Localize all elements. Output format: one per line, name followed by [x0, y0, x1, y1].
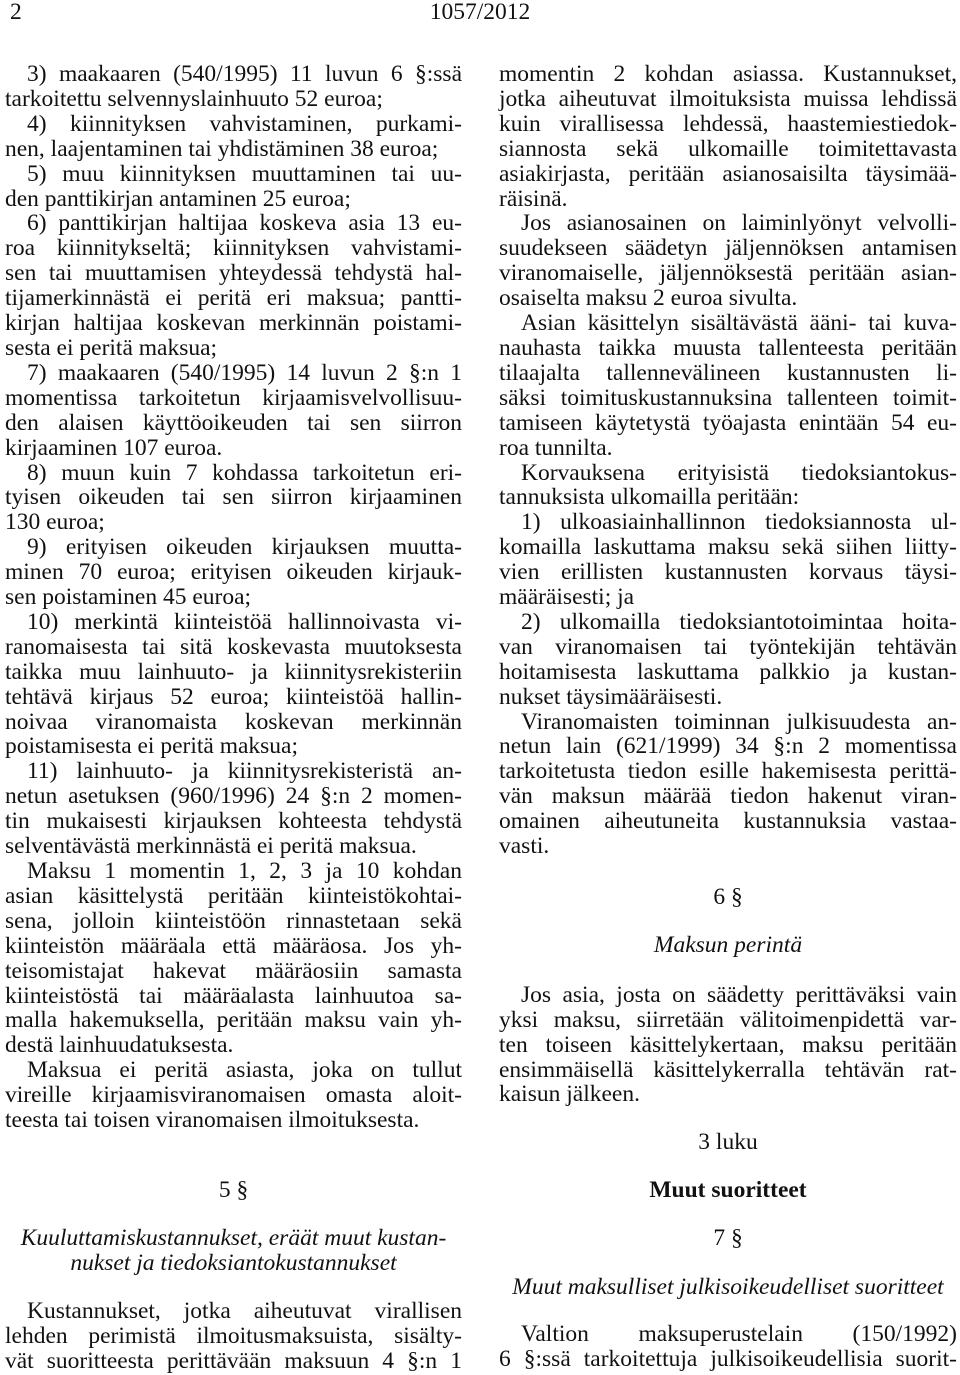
list-item-11	[5, 759, 462, 859]
list-item-4	[5, 112, 462, 162]
paragraph-continued	[499, 62, 957, 211]
text-line: tarkoitetusta tiedon esille hakemisesta perittä-	[499, 758, 957, 785]
text-line: kiinteistön määräala että määräosa. Jos yh-	[5, 932, 462, 959]
text-line: taikka muu lainhuuto- ja kiinnitysrekisteriin	[5, 658, 462, 685]
text-line: den alaisen käyttöoikeuden tai sen siirron	[5, 409, 462, 436]
text-line: 10) merkintä kiinteistöä hallinnoivasta vi-	[27, 608, 462, 635]
text-line: Korvauksena erityisistä tiedoksiantokus-	[521, 459, 957, 486]
paragraph	[5, 1299, 462, 1374]
text-line: roa kiinnitykseltä; kiinnityksen vahvistami-	[5, 235, 462, 262]
paragraph	[499, 710, 957, 859]
paragraph	[499, 983, 957, 1108]
section-number: 6 §	[713, 884, 743, 910]
text-line: räisinä.	[499, 185, 568, 212]
text-line: minen 70 euroa; erityisen oikeuden kirjauk-	[5, 559, 462, 586]
text-line: Kustannukset, jotka aiheutuvat virallisen	[27, 1297, 462, 1324]
text-line: poistamisesta ei peritä maksua;	[5, 733, 299, 760]
text-line: den panttikirjan antaminen 25 euroa;	[5, 185, 351, 212]
text-line: roa tunnilta.	[499, 434, 613, 461]
paragraph	[499, 211, 957, 311]
text-line: määräisesti; ja	[499, 584, 635, 611]
text-line: 7) maakaaren (540/1995) 14 luvun 2 §:n 1	[27, 359, 462, 386]
text-line: 6 §:ssä tarkoitettuja julkisoikeudellisia suorit-	[499, 1346, 957, 1373]
text-line: momentissa tarkoitetun kirjaamisvelvollisuu-	[5, 384, 462, 411]
text-line: 3) maakaaren (540/1995) 11 luvun 6 §:ssä	[27, 61, 462, 87]
text-line: ten toiseen käsittelykertaan, maksu peritään	[499, 1031, 957, 1058]
text-line: ensimmäisellä käsittelykerralla tehtävän rat-	[499, 1056, 957, 1083]
text-line: tamiseen käytetystä työajasta enintään 54 eu-	[499, 409, 957, 436]
text-line: vien erillisten kustannusten korvaus täysi-	[499, 559, 957, 586]
text-line: vasti.	[499, 833, 550, 860]
text-line: tehtävä kirjaus 52 euroa; kiinteistöä hallin-	[5, 683, 462, 710]
text-line: 8) muun kuin 7 kohdassa tarkoitetun eri-	[27, 459, 462, 486]
text-line: Jos asia, josta on säädetty perittäväksi vain	[521, 981, 957, 1008]
text-line: momentin 2 kohdan asiassa. Kustannukset,	[499, 61, 957, 87]
paragraph	[5, 1058, 462, 1133]
text-line: van viranomaisen tai työntekijän tehtävän	[499, 633, 957, 660]
text-line: asiakirjasta, peritään asianosaisilta täysimää-	[499, 160, 957, 187]
list-item-10	[5, 610, 462, 759]
paragraph	[499, 311, 957, 460]
text-line: tijamerkinnästä ei peritä eri maksua; pantti-	[5, 285, 462, 312]
list-item-8	[5, 461, 462, 536]
text-line: 9) erityisen oikeuden kirjauksen muutta-	[27, 534, 462, 561]
text-line: 1) ulkoasiainhallinnon tiedoksiannosta ul-	[521, 509, 957, 536]
text-line: kirjaaminen 107 euroa.	[5, 434, 223, 461]
text-line: selventävästä merkinnästä ei peritä maksua.	[5, 833, 417, 860]
section-title: Maksun perintä	[653, 931, 803, 958]
text-line: nauhasta taikka muusta tallenteesta peritään	[499, 334, 957, 361]
text-line: sen poistaminen 45 euroa;	[5, 584, 252, 611]
document-number: 1057/2012	[429, 0, 531, 25]
text-line: Maksua ei peritä asiasta, joka on tullut	[27, 1057, 462, 1084]
text-line: osaiselta maksu 2 euroa sivulta.	[499, 285, 798, 312]
section-title	[5, 1226, 462, 1276]
text-line: vireille kirjaamisviranomaisen omasta aloit-	[5, 1082, 462, 1109]
text-line: Jos asianosainen on laiminlyönyt velvolli-	[521, 210, 957, 237]
text-line: kuin virallisessa lehdessä, haastemiestiedok-	[499, 110, 957, 137]
text-line: tyisen oikeuden tai sen siirron kirjaaminen	[5, 484, 462, 511]
text-line: suudekseen säädetyn jäljennöksen antamisen	[499, 235, 957, 262]
list-item-5	[5, 162, 462, 212]
paragraph	[5, 859, 462, 1058]
list-item-2	[499, 610, 957, 710]
text-line: tin mukaisesti kirjauksen kohteesta tehdystä	[5, 808, 462, 835]
text-line: viranomaiselle, jäljennöksestä peritään asian-	[499, 260, 957, 287]
text-line: malla hakemuksella, peritään maksu vain yh-	[5, 1007, 462, 1034]
text-line: ranomaisesta tai sitä koskevasta muutoksesta	[5, 633, 462, 660]
text-line: vät suoritteesta perittävään maksuun 4 §:n 1	[5, 1347, 462, 1374]
text-line: vän maksun määrää tiedon hakenut viran-	[499, 783, 957, 810]
text-line: tannuksista ulkomailla peritään:	[499, 484, 800, 511]
text-line: 5) muu kiinnityksen muuttaminen tai uu-	[27, 160, 462, 187]
text-line: kaisun jälkeen.	[499, 1081, 640, 1108]
section-title: Muut maksulliset julkisoikeudelliset suoritteet	[512, 1273, 944, 1300]
page-number: 2	[10, 0, 22, 25]
text-line: nen, laajentaminen tai yhdistäminen 38 euroa;	[5, 135, 439, 162]
text-line: sena, jolloin kiinteistöön rinnastetaan sekä	[5, 907, 462, 934]
text-line: omainen aiheutuneita kustannuksia vastaa-	[499, 808, 957, 835]
text-line: nukset ja tiedoksiantokustannukset	[70, 1249, 397, 1276]
text-line: Asian käsittelyn sisältävästä ääni- tai kuva-	[521, 310, 957, 337]
text-line: hoitamisesta laskuttama palkkio ja kustan-	[499, 658, 957, 685]
text-line: noivaa viranomaista koskevan merkinnän	[5, 708, 462, 735]
left-column	[5, 62, 462, 1373]
text-line: tilaajalta tallennevälineen kustannusten li-	[499, 359, 957, 386]
paragraph	[499, 1322, 957, 1372]
text-line: Kuuluttamiskustannukset, eräät muut kustan-	[20, 1224, 447, 1251]
paragraph	[499, 461, 957, 511]
text-line: teisomistajat hakevat määräosiin samasta	[5, 957, 462, 984]
text-line: kiinteistöstä tai määräalasta lainhuutoa sa-	[5, 982, 462, 1009]
text-line: netun asetuksen (960/1996) 24 §:n 2 momen-	[5, 783, 462, 810]
section-number: 5 §	[218, 1176, 249, 1203]
text-line: 6) panttikirjan haltijaa koskeva asia 13 eu-	[27, 210, 462, 237]
list-item-9	[5, 535, 462, 610]
text-line: kirjan haltijaa koskevan merkinnän poistami-	[5, 310, 462, 337]
list-item-6	[5, 211, 462, 360]
text-line: lehden perimistä ilmoitusmaksuista, sisälty-	[5, 1322, 462, 1349]
text-line: Viranomaisten toiminnan julkisuudesta an-	[521, 708, 957, 735]
chapter-title: Muut suoritteet	[649, 1176, 807, 1203]
text-line: Valtion maksuperustelain (150/1992)	[521, 1321, 957, 1348]
chapter-number: 3 luku	[698, 1128, 758, 1155]
text-line: komailla laskuttama maksu sekä siihen liitty-	[499, 534, 957, 561]
right-column	[499, 62, 957, 1372]
text-line: 2) ulkomailla tiedoksiantotoimintaa hoita-	[521, 608, 957, 635]
text-line: nukset täysimääräisesti.	[499, 683, 723, 710]
section-number: 7 §	[713, 1224, 743, 1251]
text-line: 130 euroa;	[5, 509, 105, 536]
text-line: tarkoitettu selvennyslainhuuto 52 euroa;	[5, 85, 383, 112]
list-item-7	[5, 361, 462, 461]
text-line: säksi toimituskustannuksina tallenteen toimit-	[499, 384, 957, 411]
text-line: teesta tai toisen viranomaisen ilmoituksesta.	[5, 1107, 420, 1134]
list-item-1	[499, 510, 957, 610]
text-line: jotka aiheutuvat ilmoituksista muissa lehdissä	[499, 85, 957, 112]
text-line: netun lain (621/1999) 34 §:n 2 momentissa	[499, 733, 957, 760]
text-line: yksi maksu, siirretään välitoimenpidettä var-	[499, 1006, 957, 1033]
text-line: 11) lainhuuto- ja kiinnitysrekisteristä an-	[27, 758, 462, 785]
text-line: sen tai muuttamisen yhteydessä tehdystä hal-	[5, 260, 462, 287]
text-line: 4) kiinnityksen vahvistaminen, purkami-	[27, 110, 462, 137]
text-line: sesta ei peritä maksua;	[5, 334, 218, 361]
text-line: Maksu 1 momentin 1, 2, 3 ja 10 kohdan	[27, 858, 462, 884]
text-line: destä lainhuudatuksesta.	[5, 1032, 234, 1059]
text-line: siannosta sekä ulkomaille toimitettavasta	[499, 135, 957, 162]
text-line: asian käsittelystä peritään kiinteistökohtai-	[5, 882, 462, 909]
list-item-3	[5, 62, 462, 112]
